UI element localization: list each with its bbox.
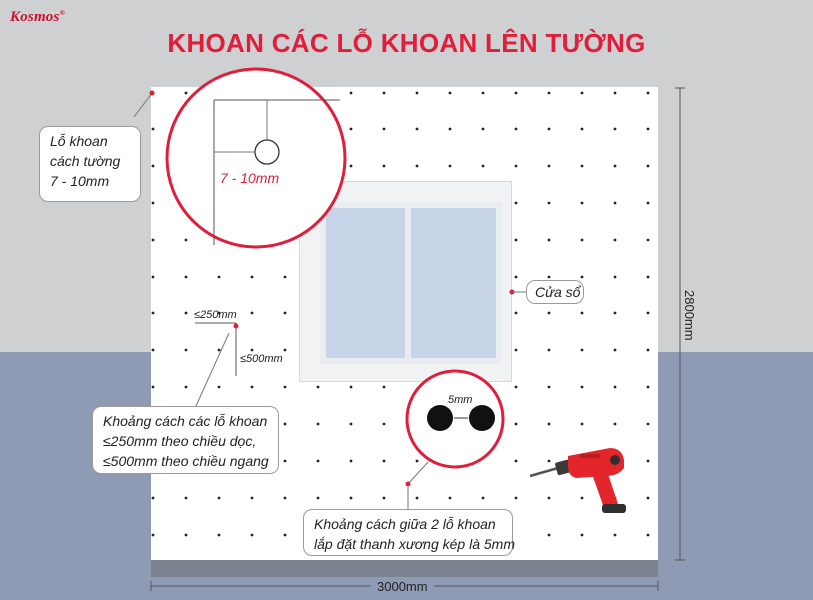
double-hole-marker <box>406 482 411 487</box>
drill-hole-dot <box>614 349 617 352</box>
drill-hole-dot <box>581 239 584 242</box>
drill-hole-dot <box>218 497 221 500</box>
drill-hole-dot <box>317 386 320 389</box>
drill-hole-dot <box>350 386 353 389</box>
drill-hole-dot <box>152 128 155 131</box>
double-hole-right <box>469 405 495 431</box>
drill-hole-dot <box>614 202 617 205</box>
drill-hole-dot <box>284 534 287 537</box>
drill-hole-dot <box>383 386 386 389</box>
callout-spacing-line-3: ≤500mm theo chiều ngang <box>103 453 269 469</box>
drill-hole-dot <box>647 349 650 352</box>
drill-hole-dot <box>515 312 518 315</box>
drill-hole-dot <box>515 128 518 131</box>
drill-hole-dot <box>614 423 617 426</box>
leader-spacing-callout <box>196 333 229 406</box>
drill-hole-dot <box>581 128 584 131</box>
drill-hole-dot <box>284 497 287 500</box>
edge-hole-marker <box>150 91 155 96</box>
drill-hole-dot <box>647 386 650 389</box>
drill-hole-dot <box>647 312 650 315</box>
drill-hole-dot <box>350 128 353 131</box>
drill-hole-dot <box>416 460 419 463</box>
drill-hole-dot <box>284 423 287 426</box>
drill-hole-dot <box>251 386 254 389</box>
drill-hole-dot <box>449 92 452 95</box>
drill-hole-dot <box>647 165 650 168</box>
drill-hole-dot <box>548 92 551 95</box>
drill-hole-dot <box>614 386 617 389</box>
drill-hole-dot <box>515 386 518 389</box>
callout-spacing-line-1: Khoảng cách các lỗ khoan <box>103 413 268 429</box>
drill-hole-dot <box>383 92 386 95</box>
drill-hole-dot <box>515 202 518 205</box>
drill-hole-dot <box>515 423 518 426</box>
drill-hole-dot <box>185 497 188 500</box>
drill-hole-dot <box>647 276 650 279</box>
drill-hole-dot <box>251 312 254 315</box>
drill-hole-dot <box>152 276 155 279</box>
drill-hole-icon <box>255 140 279 164</box>
drill-hole-dot <box>251 497 254 500</box>
callout-hole-spacing <box>92 406 279 474</box>
drill-hole-dot <box>614 128 617 131</box>
drill-hole-dot <box>416 128 419 131</box>
drill-hole-dot <box>152 312 155 315</box>
leader-edge-callout <box>134 93 152 117</box>
drill-hole-dot <box>515 92 518 95</box>
brand-logo: Kosmos® <box>10 9 65 25</box>
callout-edge-distance <box>39 126 141 202</box>
drill-hole-dot <box>416 165 419 168</box>
drill-hole-dot <box>548 239 551 242</box>
drill-hole-dot <box>647 128 650 131</box>
drill-hole-dot <box>581 92 584 95</box>
drill-hole-dot <box>383 497 386 500</box>
power-drill-icon <box>528 446 643 516</box>
drill-hole-dot <box>317 460 320 463</box>
drill-hole-dot <box>647 497 650 500</box>
drill-hole-dot <box>647 92 650 95</box>
drill-hole-dot <box>218 276 221 279</box>
drill-hole-dot <box>581 349 584 352</box>
drill-hole-dot <box>152 202 155 205</box>
drill-hole-dot <box>350 460 353 463</box>
edge-gap-label: 7 - 10mm <box>220 170 280 186</box>
drill-hole-dot <box>548 312 551 315</box>
drill-hole-dot <box>515 497 518 500</box>
drill-hole-dot <box>647 460 650 463</box>
drill-hole-dot <box>284 460 287 463</box>
drill-hole-dot <box>449 165 452 168</box>
drill-hole-dot <box>614 92 617 95</box>
drill-hole-dot <box>548 202 551 205</box>
horizontal-spacing-label: ≤250mm <box>194 309 237 321</box>
drill-hole-dot <box>581 202 584 205</box>
drill-hole-dot <box>416 497 419 500</box>
drill-hole-dot <box>515 165 518 168</box>
drill-hole-dot <box>383 165 386 168</box>
double-hole-left <box>427 405 453 431</box>
callout-double-hole <box>303 509 516 556</box>
drill-hole-dot <box>350 423 353 426</box>
drill-hole-dot <box>548 276 551 279</box>
drill-hole-dot <box>152 239 155 242</box>
drill-hole-dot <box>185 276 188 279</box>
drill-hole-dot <box>581 534 584 537</box>
drill-hole-dot <box>581 312 584 315</box>
drill-hole-dot <box>548 165 551 168</box>
drill-hole-dot <box>152 497 155 500</box>
drill-hole-dot <box>548 386 551 389</box>
drill-hole-dot <box>548 534 551 537</box>
drill-hole-dot <box>284 349 287 352</box>
double-gap-label: 5mm <box>448 394 473 406</box>
drill-hole-dot <box>449 497 452 500</box>
vertical-spacing-label: ≤500mm <box>240 353 283 365</box>
drill-hole-dot <box>515 276 518 279</box>
drill-hole-dot <box>251 349 254 352</box>
drill-hole-dot <box>284 386 287 389</box>
page-title: KHOAN CÁC LỖ KHOAN LÊN TƯỜNG <box>167 28 646 58</box>
drill-hole-dot <box>581 276 584 279</box>
drill-hole-dot <box>251 534 254 537</box>
drill-hole-dot <box>317 497 320 500</box>
drill-hole-dot <box>185 312 188 315</box>
drill-hole-dot <box>449 128 452 131</box>
drill-hole-dot <box>482 92 485 95</box>
drill-hole-dot <box>581 386 584 389</box>
drill-hole-dot <box>614 534 617 537</box>
drill-hole-dot <box>251 276 254 279</box>
drill-hole-dot <box>614 276 617 279</box>
drill-hole-dot <box>350 92 353 95</box>
drill-hole-dot <box>152 165 155 168</box>
drill-hole-dot <box>614 165 617 168</box>
callout-edge-line-3: 7 - 10mm <box>50 173 110 189</box>
drill-hole-dot <box>515 349 518 352</box>
drill-hole-dot <box>581 423 584 426</box>
height-dimension-label: 2800mm <box>682 290 697 341</box>
drill-hole-dot <box>185 534 188 537</box>
drill-hole-dot <box>548 128 551 131</box>
drill-hole-dot <box>218 534 221 537</box>
callout-window: Cửa sổ <box>526 280 584 304</box>
drill-hole-dot <box>515 239 518 242</box>
drill-hole-dot <box>515 460 518 463</box>
callout-edge-line-2: cách tường <box>50 153 121 169</box>
drill-hole-dot <box>416 92 419 95</box>
drill-hole-dot <box>152 349 155 352</box>
drill-hole-dot <box>383 423 386 426</box>
drill-hole-dot <box>548 349 551 352</box>
drill-hole-dot <box>548 423 551 426</box>
drill-hole-dot <box>482 497 485 500</box>
drill-hole-dot <box>185 349 188 352</box>
drill-hole-dot <box>218 386 221 389</box>
callout-edge-line-1: Lỗ khoan <box>50 133 108 149</box>
drill-hole-dot <box>152 534 155 537</box>
drill-hole-dot <box>152 386 155 389</box>
drill-hole-dot <box>284 276 287 279</box>
callout-double-line-2: lắp đặt thanh xương kép là 5mm <box>314 536 516 552</box>
drill-hole-dot <box>383 128 386 131</box>
drill-hole-dot <box>185 92 188 95</box>
drill-hole-dot <box>647 534 650 537</box>
spacing-hole-marker <box>234 324 239 329</box>
drill-hole-dot <box>383 460 386 463</box>
drill-hole-dot <box>350 497 353 500</box>
drill-hole-dot <box>614 239 617 242</box>
drill-hole-dot <box>482 165 485 168</box>
drill-hole-dot <box>185 386 188 389</box>
drill-hole-dot <box>482 128 485 131</box>
width-dimension-label: 3000mm <box>371 579 434 594</box>
drill-hole-dot <box>317 423 320 426</box>
drill-hole-dot <box>614 312 617 315</box>
drill-hole-dot <box>350 165 353 168</box>
drill-hole-dot <box>647 202 650 205</box>
drill-hole-dot <box>647 423 650 426</box>
drill-hole-dot <box>218 349 221 352</box>
drill-hole-dot <box>284 312 287 315</box>
leader-double-zoom <box>408 462 428 484</box>
drill-hole-dot <box>647 239 650 242</box>
drill-hole-dot <box>185 239 188 242</box>
callout-spacing-line-2: ≤250mm theo chiều dọc, <box>103 433 257 449</box>
drill-hole-dot <box>581 165 584 168</box>
callout-double-line-1: Khoảng cách giữa 2 lỗ khoan <box>314 516 496 532</box>
